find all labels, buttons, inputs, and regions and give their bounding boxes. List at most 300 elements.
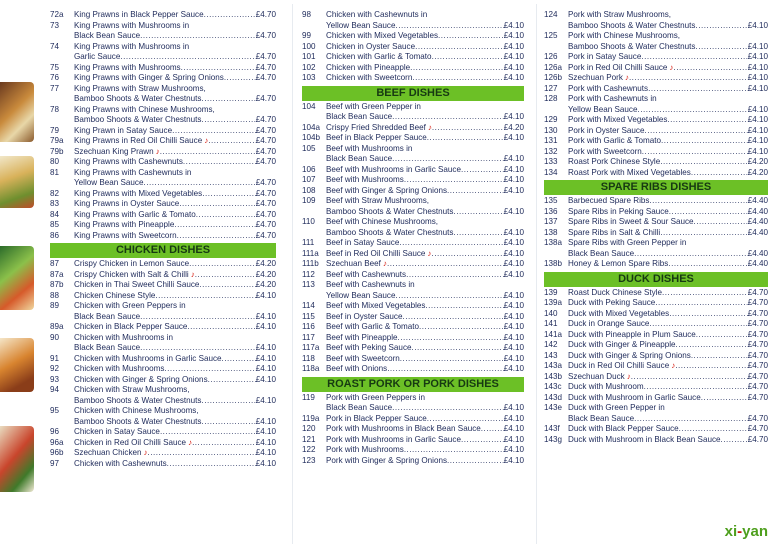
item-line <box>326 424 524 435</box>
item-price: £4.10 <box>503 353 524 363</box>
item-body <box>326 393 524 414</box>
chilli-pepper-icon: ♪ <box>143 448 148 457</box>
item-line <box>568 288 768 299</box>
item-number: 143f <box>544 424 560 433</box>
item-name: Chicken with Mushrooms <box>74 364 165 373</box>
item-line <box>326 364 524 375</box>
menu-item <box>544 424 768 435</box>
item-number: 87b <box>50 280 64 289</box>
item-price: £4.20 <box>747 157 768 166</box>
dot-leader <box>181 63 256 74</box>
item-body <box>74 259 276 270</box>
item-body <box>568 84 768 95</box>
menu-item <box>544 196 768 207</box>
item-body <box>326 249 524 260</box>
dot-leader <box>392 403 504 414</box>
dot-leader <box>415 42 504 53</box>
menu-section <box>302 377 524 467</box>
item-line <box>568 298 768 309</box>
item-name: Chicken in Satay Sauce <box>74 427 160 436</box>
dot-leader <box>453 228 503 239</box>
item-line <box>74 168 276 179</box>
item-body <box>326 196 524 217</box>
item-body <box>74 157 276 168</box>
item-number: 110 <box>302 217 315 226</box>
item-number: 89 <box>50 301 60 310</box>
dot-leader <box>660 228 748 239</box>
menu-item <box>302 312 524 323</box>
item-price: £4.70 <box>255 230 276 240</box>
item-body <box>74 354 276 365</box>
item-line <box>568 207 768 218</box>
item-number: 115 <box>302 311 315 321</box>
item-price: £4.10 <box>255 290 276 300</box>
item-name: Chicken in Oyster Sauce <box>326 41 416 51</box>
menu-item <box>544 298 768 309</box>
menu-item <box>50 406 276 427</box>
menu-item <box>50 438 276 449</box>
item-line <box>568 382 768 393</box>
item-price: £4.10 <box>747 115 768 124</box>
item-body <box>326 238 524 249</box>
dot-leader <box>398 333 504 344</box>
dot-leader <box>673 63 747 74</box>
item-number: 105 <box>302 143 316 153</box>
dot-leader <box>675 361 747 372</box>
item-price: £4.70 <box>255 199 276 208</box>
item-price: £4.40 <box>747 217 768 226</box>
item-line <box>74 31 276 42</box>
item-name: Garlic Sauce <box>74 52 121 61</box>
dot-leader <box>667 115 747 126</box>
menu-item <box>544 361 768 372</box>
item-body <box>326 133 524 144</box>
item-price: £4.10 <box>503 185 524 195</box>
item-line <box>568 319 768 330</box>
item-price: £4.10 <box>255 437 276 447</box>
menu-item <box>544 168 768 179</box>
item-line <box>326 21 524 32</box>
item-body <box>326 301 524 312</box>
item-price: £4.70 <box>747 413 768 423</box>
item-price: £4.70 <box>747 361 768 370</box>
menu-item <box>544 10 768 31</box>
menu-item <box>544 351 768 362</box>
menu-section <box>544 272 768 446</box>
item-body <box>74 280 276 291</box>
item-price: £4.10 <box>747 20 768 30</box>
item-line <box>74 427 276 438</box>
menu-section <box>50 243 276 469</box>
item-number: 126b <box>544 73 563 82</box>
item-name: Pork with Mushrooms in Garlic Sauce <box>326 434 461 444</box>
menu-item <box>50 147 276 158</box>
menu-item <box>302 249 524 260</box>
menu-item <box>50 448 276 459</box>
menu-item <box>50 354 276 365</box>
item-body <box>326 333 524 344</box>
dot-leader <box>438 31 504 42</box>
item-line <box>326 196 524 207</box>
food-photo <box>0 426 34 492</box>
item-body <box>568 382 768 393</box>
item-body <box>74 406 276 427</box>
item-line <box>326 123 524 134</box>
item-price: £4.10 <box>503 311 524 321</box>
item-name: Beef in Black Pepper Sauce <box>326 133 427 142</box>
dot-leader <box>668 259 747 270</box>
chilli-pepper-icon: ♪ <box>190 269 195 279</box>
item-price: £4.10 <box>747 52 768 61</box>
item-body <box>568 52 768 63</box>
item-name: Duck with Mushroom in Black Bean Sauce <box>568 434 721 444</box>
menu-item <box>544 147 768 158</box>
dot-leader <box>634 414 748 425</box>
menu-item <box>50 189 276 200</box>
item-price: £4.70 <box>255 220 276 229</box>
item-name: Szechuan Pork <box>568 73 623 82</box>
item-price: £4.70 <box>747 382 768 391</box>
menu-item <box>302 196 524 217</box>
item-name: Black Bean Sauce <box>326 403 393 412</box>
menu-item <box>302 52 524 63</box>
item-name: Beef with Sweetcorn <box>326 353 400 363</box>
item-price: £4.70 <box>255 73 276 82</box>
item-number: 76 <box>50 73 60 82</box>
dot-leader <box>392 112 504 123</box>
item-price: £4.10 <box>747 41 768 51</box>
menu-section <box>544 10 768 178</box>
item-name: Beef with Garlic & Tomato <box>326 322 419 331</box>
dot-leader <box>694 217 748 228</box>
item-line <box>326 238 524 249</box>
item-name: Black Bean Sauce <box>568 248 635 258</box>
item-number: 92 <box>50 364 60 373</box>
item-line <box>326 207 524 218</box>
item-line <box>326 63 524 74</box>
menu-item <box>50 385 276 406</box>
item-body <box>568 73 768 84</box>
item-body <box>568 351 768 362</box>
item-line <box>568 84 768 95</box>
item-price: £4.10 <box>503 269 524 279</box>
item-name: Beef with Ginger & Spring Onions <box>326 185 448 195</box>
item-price: £4.20 <box>255 280 276 289</box>
item-number: 141 <box>544 319 558 328</box>
item-price: £4.10 <box>255 364 276 373</box>
item-price: £4.10 <box>503 301 524 310</box>
item-number: 140 <box>544 308 558 318</box>
item-body <box>568 115 768 126</box>
item-name: Bamboo Shoots & Water Chestnuts <box>326 206 454 216</box>
item-line <box>568 168 768 179</box>
item-line <box>74 63 276 74</box>
item-line <box>326 280 524 291</box>
item-number: 143d <box>544 392 563 402</box>
item-name: King Prawns with Pineapple <box>74 220 175 229</box>
item-price: £4.10 <box>503 343 524 352</box>
item-price: £4.10 <box>503 322 524 331</box>
item-price: £4.70 <box>255 188 276 198</box>
item-body <box>568 424 768 435</box>
dot-leader <box>395 291 503 302</box>
item-price: £4.20 <box>503 122 524 132</box>
dot-leader <box>399 238 503 249</box>
item-name: Pork with Green Peppers in <box>326 392 425 402</box>
item-price: £4.40 <box>747 259 768 268</box>
item-body <box>326 10 524 31</box>
item-name: Bamboo Shoots & Water Chestnuts <box>74 395 202 405</box>
dot-leader <box>701 393 748 404</box>
item-number: 72a <box>50 10 64 19</box>
item-price: £4.10 <box>503 424 524 433</box>
item-price: £4.70 <box>747 319 768 328</box>
item-line <box>326 393 524 404</box>
item-line <box>326 42 524 53</box>
dot-leader <box>419 322 504 333</box>
dot-leader <box>447 186 504 197</box>
dot-leader <box>655 298 747 309</box>
item-number: 121 <box>302 434 316 444</box>
item-number: 126a <box>544 62 563 72</box>
menu-section <box>302 10 524 84</box>
food-photo <box>0 156 34 208</box>
item-price: £4.40 <box>747 206 768 216</box>
item-body <box>568 393 768 404</box>
item-number: 78 <box>50 104 60 114</box>
dot-leader <box>669 309 748 320</box>
item-name: Pork with Garlic & Tomato <box>568 136 661 145</box>
item-price: £4.10 <box>503 73 524 82</box>
item-number: 83 <box>50 199 60 208</box>
item-number: 133 <box>544 157 558 166</box>
item-body <box>74 301 276 322</box>
item-price: £4.70 <box>747 350 768 360</box>
item-body <box>74 199 276 210</box>
item-name: Chicken with Straw Mushrooms, <box>74 385 190 394</box>
item-name: Yellow Bean Sauce <box>74 178 144 187</box>
item-number: 132 <box>544 146 558 156</box>
item-number: 97 <box>50 458 60 468</box>
item-line <box>74 115 276 126</box>
item-line <box>568 228 768 239</box>
item-body <box>74 210 276 221</box>
dot-leader <box>387 259 504 270</box>
dot-leader <box>662 288 748 299</box>
item-number: 122 <box>302 445 316 454</box>
item-number: 108 <box>302 185 316 195</box>
item-name: Crispy Chicken with Salt & Chilli <box>74 269 189 279</box>
menu-item <box>302 424 524 435</box>
item-number: 141a <box>544 329 563 339</box>
menu-item <box>302 456 524 467</box>
item-name: Spare Ribs with Green Pepper in <box>568 238 687 247</box>
item-body <box>568 136 768 147</box>
item-price: £4.70 <box>255 125 276 135</box>
item-line <box>74 322 276 333</box>
item-body <box>326 280 524 301</box>
item-body <box>326 165 524 176</box>
dot-leader <box>140 31 256 42</box>
chilli-pepper-icon: ♪ <box>188 437 193 447</box>
item-price: £4.10 <box>255 322 276 331</box>
item-body <box>568 168 768 179</box>
dot-leader <box>202 189 256 200</box>
item-name: Pork in Satay Sauce <box>568 52 642 61</box>
item-price: £4.10 <box>255 395 276 405</box>
menu-item <box>544 63 768 74</box>
chilli-pepper-icon: ♪ <box>624 73 629 82</box>
item-line <box>74 333 276 344</box>
item-price: £4.70 <box>747 392 768 402</box>
item-line <box>326 414 524 425</box>
item-name: Bamboo Shoots & Water Chestnuts <box>74 115 202 124</box>
item-line <box>326 301 524 312</box>
dot-leader <box>201 417 255 428</box>
item-body <box>74 189 276 200</box>
item-name: Honey & Lemon Spare Ribs <box>568 259 669 268</box>
dot-leader <box>427 414 504 425</box>
item-number: 131 <box>544 136 558 145</box>
menu-item <box>544 228 768 239</box>
item-price: £4.10 <box>503 41 524 51</box>
item-line <box>326 343 524 354</box>
menu-item <box>544 330 768 341</box>
menu-item <box>544 403 768 424</box>
item-name: King Prawns with Sweetcorn <box>74 230 177 240</box>
item-name: Duck with Mushroom in Garlic Sauce <box>568 392 701 402</box>
item-number: 112 <box>302 269 315 279</box>
item-name: Beef with Onions <box>326 364 388 373</box>
item-number: 103 <box>302 73 316 82</box>
item-name: Pork with Mushrooms <box>326 445 404 454</box>
item-number: 135 <box>544 196 558 205</box>
item-line <box>568 249 768 260</box>
item-name: Beef with Mushrooms in <box>326 143 413 153</box>
item-line <box>326 249 524 260</box>
dot-leader <box>167 459 256 470</box>
item-line <box>74 343 276 354</box>
item-line <box>74 84 276 95</box>
item-price: £4.10 <box>255 448 276 457</box>
item-name: Duck in Red Oil Chilli Sauce <box>568 361 670 370</box>
item-price: £4.10 <box>503 248 524 258</box>
menu-item <box>50 333 276 354</box>
item-line <box>326 133 524 144</box>
menu-item <box>50 168 276 189</box>
menu-item <box>302 63 524 74</box>
chilli-pepper-icon: ♪ <box>427 248 432 258</box>
item-body <box>74 21 276 42</box>
dot-leader <box>679 424 748 435</box>
menu-item <box>544 435 768 446</box>
item-line <box>74 406 276 417</box>
dot-leader <box>208 136 255 147</box>
item-line <box>326 333 524 344</box>
item-number: 123 <box>302 455 316 465</box>
item-line <box>568 94 768 105</box>
menu-item <box>50 199 276 210</box>
item-line <box>74 231 276 242</box>
dot-leader <box>172 126 256 137</box>
item-price: £4.40 <box>747 227 768 237</box>
item-line <box>326 112 524 123</box>
item-line <box>74 438 276 449</box>
item-line <box>568 351 768 362</box>
item-line <box>74 10 276 21</box>
menu-item <box>50 10 276 21</box>
item-name: Chicken with Sweetcorn <box>326 73 413 82</box>
item-name: Chicken with Mushrooms in <box>74 332 173 342</box>
item-name: Duck with Mixed Vegetables <box>568 308 670 318</box>
dot-leader <box>196 210 256 221</box>
dot-leader <box>721 435 748 446</box>
menu-item <box>302 364 524 375</box>
item-line <box>568 147 768 158</box>
item-price: £4.70 <box>747 308 768 318</box>
dot-leader <box>649 196 747 207</box>
item-price: £4.10 <box>503 206 524 216</box>
item-price: £4.70 <box>747 329 768 339</box>
item-price: £4.10 <box>503 238 524 247</box>
section-heading: ROAST PORK OR PORK DISHES <box>302 377 524 392</box>
item-name: King Prawns with Mushrooms in <box>74 20 190 30</box>
item-body <box>568 238 768 259</box>
item-name: King Prawns with Straw Mushrooms, <box>74 83 206 93</box>
dot-leader <box>201 115 255 126</box>
item-body <box>568 126 768 137</box>
item-number: 143e <box>544 403 563 412</box>
item-name: King Prawns with Chinese Mushrooms, <box>74 104 215 114</box>
item-line <box>74 396 276 407</box>
item-name: Chicken with Cashewnuts in <box>326 10 428 19</box>
item-name: Bamboo Shoots & Water Chestnuts <box>568 20 696 30</box>
item-name: Beef with Mushrooms in Garlic Sauce <box>326 164 461 174</box>
dot-leader <box>691 168 748 179</box>
item-name: King Prawns with Garlic & Tomato <box>74 209 196 219</box>
menu-item <box>302 393 524 414</box>
item-price: £4.10 <box>503 403 524 412</box>
menu-item <box>302 165 524 176</box>
item-line <box>568 238 768 249</box>
item-body <box>326 31 524 42</box>
menu-item <box>302 133 524 144</box>
item-number: 111 <box>302 238 315 247</box>
item-name: Beef in Red Oil Chilli Sauce <box>326 248 426 258</box>
dot-leader <box>461 165 504 176</box>
item-name: Chicken with Ginger & Spring Onions <box>74 374 208 384</box>
item-line <box>326 312 524 323</box>
item-line <box>568 42 768 53</box>
food-photo <box>0 246 34 310</box>
item-number: 73 <box>50 20 60 30</box>
item-body <box>74 459 276 470</box>
item-body <box>568 196 768 207</box>
item-price: £4.10 <box>503 445 524 454</box>
item-line <box>326 354 524 365</box>
menu-item <box>302 144 524 165</box>
item-name: Duck with Ginger & Spring Onions <box>568 350 691 360</box>
menu-column-2 <box>302 8 524 466</box>
dot-leader <box>189 259 256 270</box>
item-number: 109 <box>302 196 316 205</box>
menu-section <box>302 86 524 375</box>
dot-leader <box>120 52 255 63</box>
item-price: £4.10 <box>255 374 276 384</box>
item-number: 100 <box>302 41 316 51</box>
item-line <box>326 175 524 186</box>
item-number: 94 <box>50 385 60 394</box>
